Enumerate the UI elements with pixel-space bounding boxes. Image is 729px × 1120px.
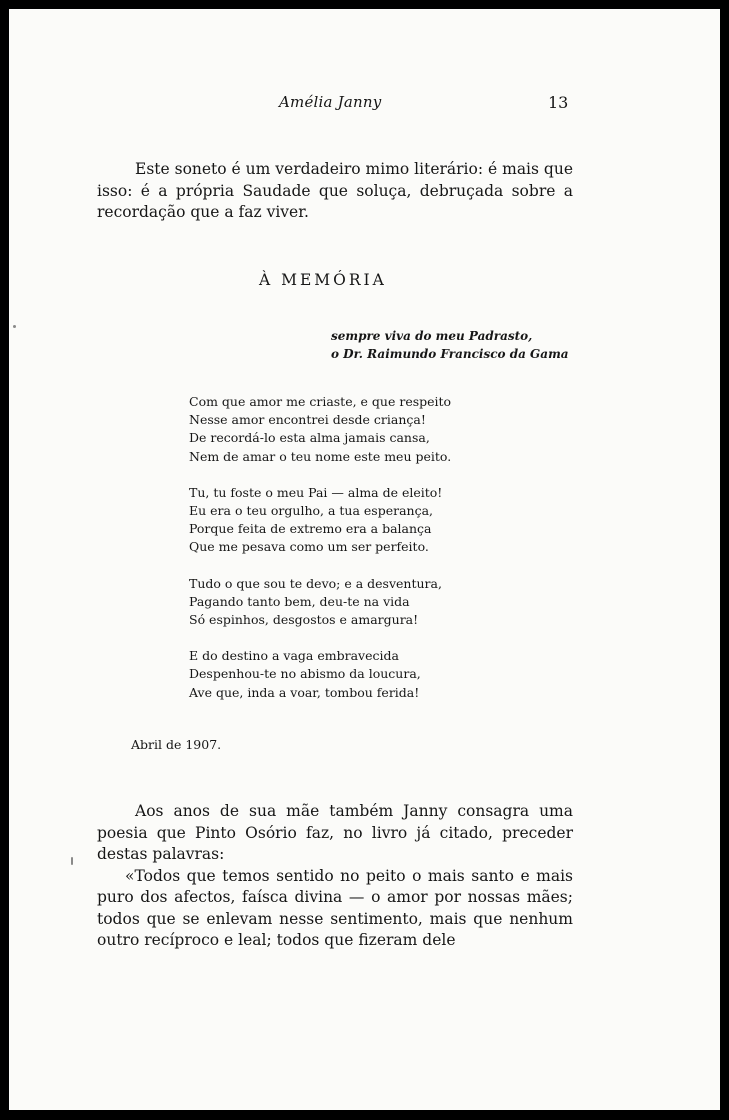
closing-section [97,801,573,952]
poem-line: Com que amor me criaste, e que respeito [189,394,452,409]
poem-line: Nem de amar o teu nome este meu peito. [189,448,452,464]
page-number: 13 [548,93,569,112]
running-title: Amélia Janny [279,93,382,111]
poem-line: Nesse amor encontrei desde criança! [189,412,426,428]
poem-dedication [331,327,569,363]
poem-line: Despenhou-te no abismo da loucura, [189,666,421,682]
poem-line: E do destino a vaga embravecida [189,648,399,664]
poem-line: De recordá-lo esta alma jamais cansa, [189,430,430,446]
poem-line: Ave que, inda a voar, tombou ferida! [189,684,420,700]
poem-line: Pagando tanto bem, deu-te na vida [189,593,410,609]
dedication-line: o Dr. Raimundo Francisco da Gama [331,347,569,361]
poem-line: Eu era o teu orgulho, a tua esperança, [189,503,434,519]
paper-speck [13,325,16,328]
quoted-paragraph: «Todos que temos sentido no peito o mais santo e mais puro dos afectos, faísca divina — o amor por nossas mães; todos que se enlevam nesse sentimento, mais que nenhum outro recíproco e leal; todos que fizeram dele [97,866,573,949]
intro-paragraph: Este soneto é um verdadeiro mimo literário: é mais que isso: é a própria Saudade que soluça, debruçada sobre a recordação que a faz viver. [97,160,573,221]
dedication-line: sempre viva do meu Padrasto, [331,329,533,343]
poem-line: Que me pesava como um ser perfeito. [189,539,429,555]
poem-body [189,393,451,720]
stanza [189,575,451,630]
paper-speck [71,857,73,865]
poem-date: Abril de 1907. [131,737,222,752]
stanza [189,484,451,557]
poem-title: À MEMÓRIA [259,271,387,289]
stanza [189,647,451,702]
closing-paragraph: Aos anos de sua mãe também Janny consagra uma poesia que Pinto Osório faz, no livro já citado, preceder destas palavras: [97,802,573,863]
running-head [9,93,720,117]
book-page [9,9,720,1110]
stanza [189,393,451,466]
intro-section [97,159,573,224]
poem-line: Tudo o que sou te devo; e a desventura, [189,575,442,591]
poem-line: Só espinhos, desgostos e amargura! [189,612,419,628]
poem-line: Porque feita de extremo era a balança [189,521,432,537]
poem-line: Tu, tu foste o meu Pai — alma de eleito! [189,484,443,500]
